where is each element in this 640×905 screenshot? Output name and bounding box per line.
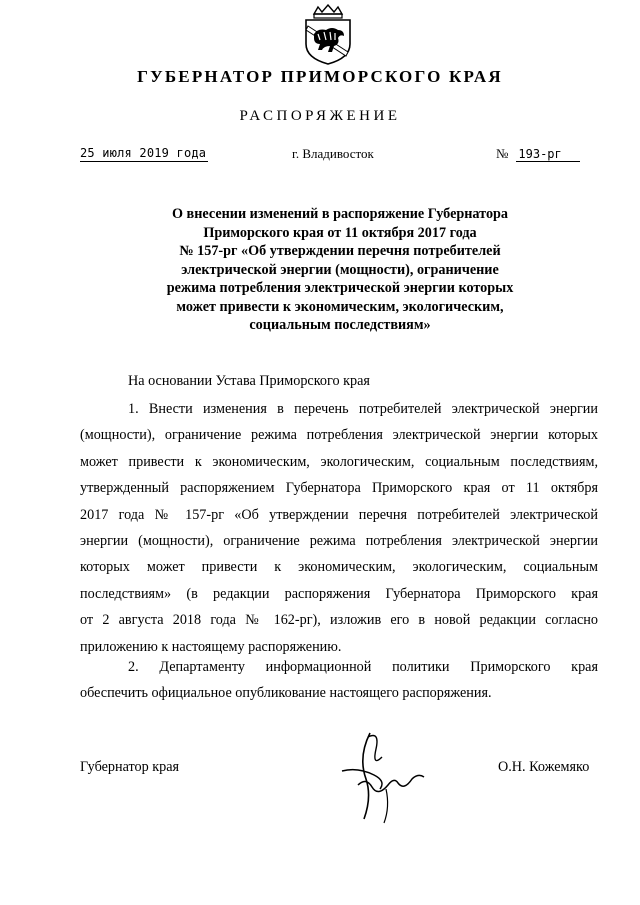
document-number xyxy=(496,146,580,162)
legal-basis: На основании Устава Приморского края xyxy=(128,373,370,389)
document-type: РАСПОРЯЖЕНИЕ xyxy=(239,108,401,124)
paragraph-line: (мощности), ограничение режима потребления электрической энергии которых xyxy=(80,427,598,444)
paragraph-line: которых может привести к экономическим, экологическим, социальным xyxy=(80,559,598,576)
title-line: социальным последствиям» xyxy=(249,317,431,333)
coat-of-arms-icon xyxy=(300,4,356,66)
paragraph-line: может привести к экономическим, экологическим, социальным последствиям, xyxy=(80,453,598,470)
paragraph-line: 1. Внести изменения в перечень потребителей электрической энергии xyxy=(128,401,598,417)
title-line: Приморского края от 11 октября 2017 года xyxy=(203,224,477,241)
document-city: г. Владивосток xyxy=(292,146,374,161)
paragraph-2 xyxy=(80,654,598,707)
document-title xyxy=(140,205,540,335)
paragraph-line: 2017 года № 157-рг «Об утверждении перечня потребителей электрической xyxy=(80,506,598,523)
title-line: О внесении изменений в распоряжение Губернатора xyxy=(171,206,509,222)
paragraph-line: энергии (мощности), ограничение режима потребления электрической энергии xyxy=(80,532,598,549)
title-line: электрической энергии (мощности), ограничение xyxy=(181,261,499,278)
document-date: 25 июля 2019 года xyxy=(80,146,207,160)
number-prefix: № xyxy=(496,146,509,161)
paragraph-line: 2. Департаменту информационной политики Приморского края xyxy=(128,659,598,675)
paragraph-line: от 2 августа 2018 года № 162-рг), изложив его в новой редакции согласно xyxy=(80,612,598,629)
title-line: № 157-рг «Об утверждении перечня потребителей xyxy=(179,243,501,259)
issuing-authority: ГУБЕРНАТОР ПРИМОРСКОГО КРАЯ xyxy=(137,67,503,86)
paragraph-line: последствиям» (в редакции распоряжения Губернатора Приморского края xyxy=(80,585,598,602)
paragraph-line: приложению к настоящему распоряжению. xyxy=(80,638,342,655)
paragraph-1 xyxy=(80,396,598,660)
paragraph-line: утвержденный распоряжением Губернатора Приморского края от 11 октября xyxy=(80,480,598,497)
number-value: 193-рг xyxy=(516,147,580,162)
signatory-position: Губернатор края xyxy=(80,759,180,775)
signatory-name: О.Н. Кожемяко xyxy=(498,759,590,775)
title-line: режима потребления электрической энергии которых xyxy=(166,280,514,296)
handwritten-signature xyxy=(328,727,434,825)
paragraph-line: обеспечить официальное опубликование настоящего распоряжения. xyxy=(80,685,492,702)
title-line: может привести к экономическим, экологическим, xyxy=(176,298,504,315)
